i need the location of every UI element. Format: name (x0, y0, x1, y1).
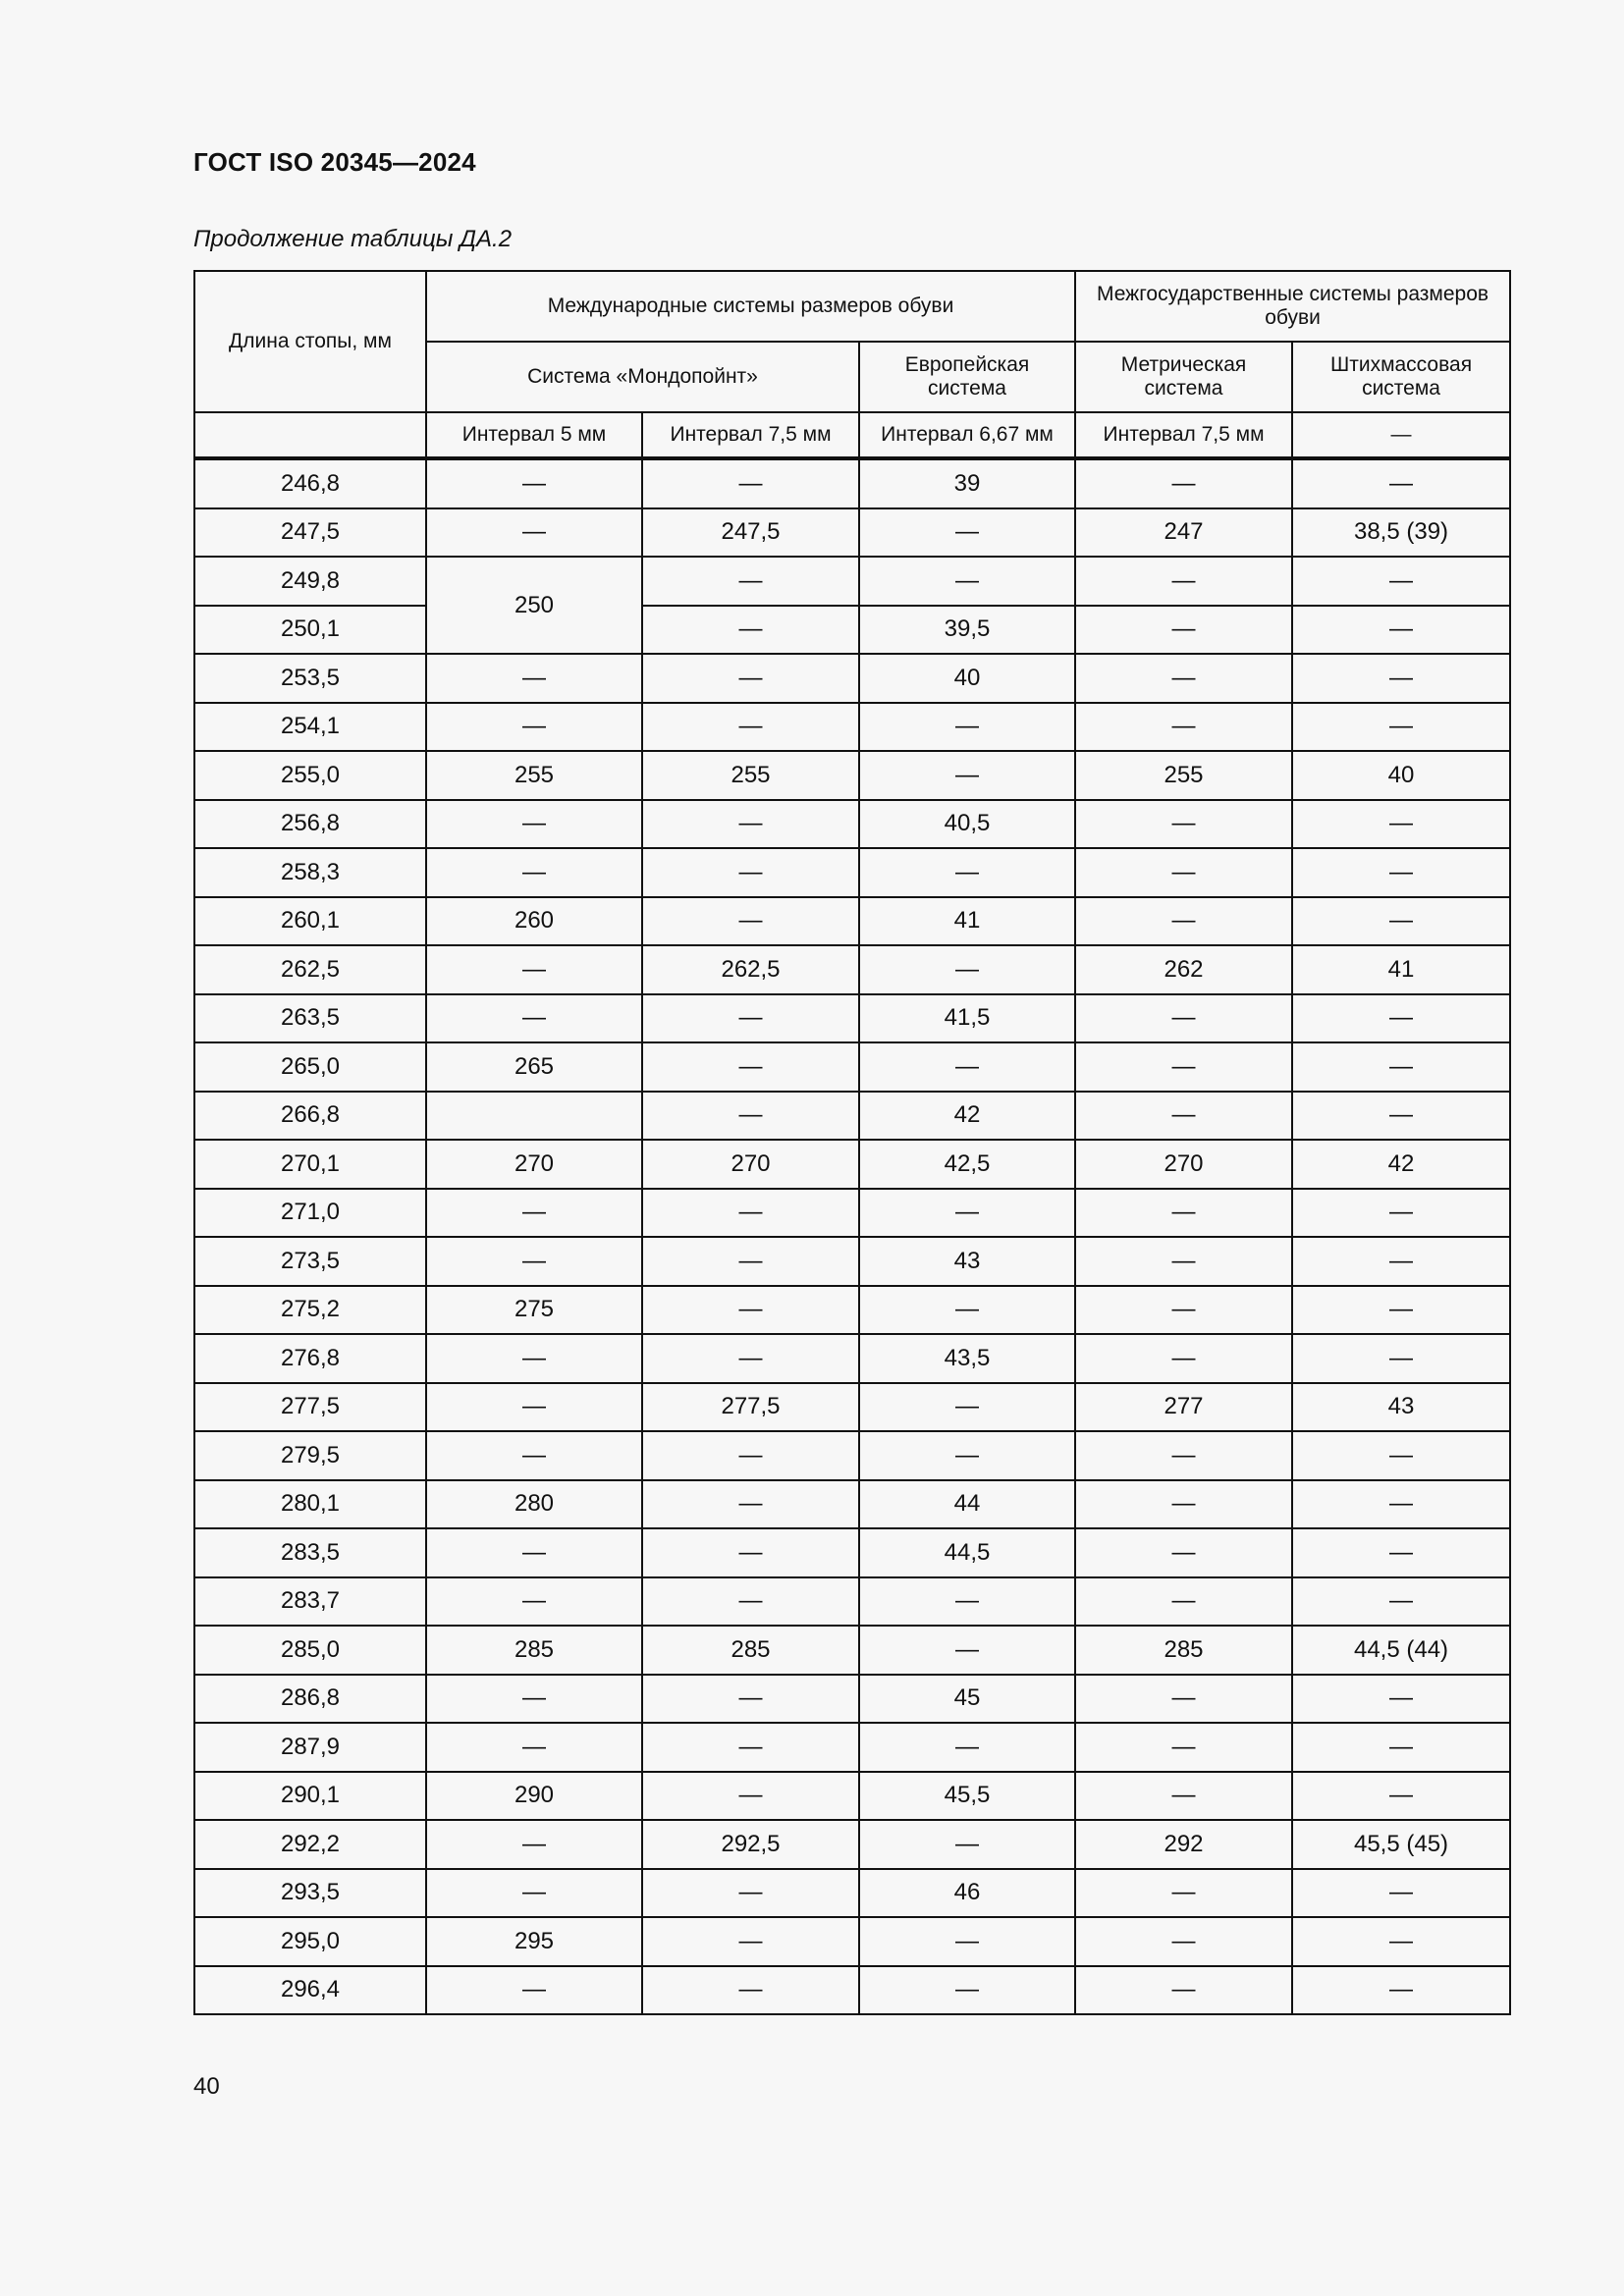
header-interstate-systems: Межгосударственные системы размеров обуви (1075, 271, 1510, 342)
size-cell: — (1292, 1917, 1510, 1966)
table-row (194, 1092, 1510, 1141)
size-cell: 45 (859, 1675, 1075, 1724)
size-cell: — (859, 1042, 1075, 1092)
size-cell: — (859, 1917, 1075, 1966)
size-cell: — (426, 994, 642, 1043)
size-cell: — (426, 800, 642, 849)
size-cell: 262 (1075, 945, 1292, 994)
size-cell: — (859, 751, 1075, 800)
header-mondopoint: Система «Мондопойнт» (426, 342, 859, 412)
size-cell: — (642, 1480, 859, 1529)
size-cell: — (1075, 1286, 1292, 1335)
size-cell: — (859, 1723, 1075, 1772)
table-row (194, 1966, 1510, 2015)
size-cell: 43 (859, 1237, 1075, 1286)
foot-length-cell: 279,5 (194, 1431, 426, 1480)
foot-length-cell: 253,5 (194, 654, 426, 703)
size-cell: — (642, 1528, 859, 1577)
size-cell: 45,5 (859, 1772, 1075, 1821)
size-cell: 290 (426, 1772, 642, 1821)
foot-length-cell: 254,1 (194, 703, 426, 752)
foot-length-cell: 283,5 (194, 1528, 426, 1577)
size-cell: 260 (426, 897, 642, 946)
table-row (194, 1869, 1510, 1918)
size-cell: 40,5 (859, 800, 1075, 849)
size-cell: 39,5 (859, 606, 1075, 655)
size-cell: — (1292, 654, 1510, 703)
size-cell: — (1292, 1042, 1510, 1092)
size-cell: — (426, 848, 642, 897)
foot-length-cell: 290,1 (194, 1772, 426, 1821)
table-row (194, 945, 1510, 994)
size-cell: — (1075, 1480, 1292, 1529)
size-cell: 46 (859, 1869, 1075, 1918)
size-cell: — (426, 1431, 642, 1480)
size-cell: — (1075, 848, 1292, 897)
size-cell: — (1292, 1237, 1510, 1286)
size-cell: — (1292, 1092, 1510, 1141)
size-cell: 255 (1075, 751, 1292, 800)
size-cell: — (859, 703, 1075, 752)
table-body (194, 458, 1510, 2014)
size-cell: — (426, 458, 642, 508)
size-cell: — (1292, 1966, 1510, 2015)
size-cell: — (1075, 1917, 1292, 1966)
size-cell: — (1075, 606, 1292, 655)
size-cell: — (1075, 897, 1292, 946)
size-cell: 292 (1075, 1820, 1292, 1869)
table-row (194, 1528, 1510, 1577)
foot-length-cell: 273,5 (194, 1237, 426, 1286)
size-cell: — (859, 1383, 1075, 1432)
size-cell: — (1292, 994, 1510, 1043)
foot-length-cell: 270,1 (194, 1140, 426, 1189)
size-cell: 277,5 (642, 1383, 859, 1432)
size-cell: — (1292, 848, 1510, 897)
table-caption: Продолжение таблицы ДА.2 (193, 226, 513, 252)
size-cell: — (1292, 1431, 1510, 1480)
size-cell: 44,5 (44) (1292, 1626, 1510, 1675)
table-row (194, 557, 1510, 606)
size-cell: — (642, 1772, 859, 1821)
size-cell: — (426, 1820, 642, 1869)
size-cell: — (1075, 1528, 1292, 1577)
size-cell: — (426, 703, 642, 752)
size-cell: — (426, 945, 642, 994)
size-cell: 43,5 (859, 1334, 1075, 1383)
size-cell: — (859, 1189, 1075, 1238)
size-cell: — (1292, 1772, 1510, 1821)
size-cell: — (859, 1286, 1075, 1335)
foot-length-cell: 249,8 (194, 557, 426, 606)
size-cell: — (642, 1966, 859, 2015)
foot-length-cell: 260,1 (194, 897, 426, 946)
foot-length-cell: 256,8 (194, 800, 426, 849)
table-row (194, 1577, 1510, 1627)
size-cell: 38,5 (39) (1292, 508, 1510, 558)
size-cell: — (1292, 1334, 1510, 1383)
size-cell: — (1075, 800, 1292, 849)
size-cell: — (642, 1286, 859, 1335)
size-cell: — (859, 1431, 1075, 1480)
size-cell: — (642, 557, 859, 606)
size-cell: 247 (1075, 508, 1292, 558)
size-cell: — (642, 848, 859, 897)
size-cell: — (1292, 1675, 1510, 1724)
table-row (194, 1626, 1510, 1675)
table-row (194, 800, 1510, 849)
size-cell: — (859, 848, 1075, 897)
size-cell: — (1292, 1577, 1510, 1627)
size-cell: — (1292, 1480, 1510, 1529)
size-cell: 255 (642, 751, 859, 800)
table-row (194, 458, 1510, 508)
size-cell: — (859, 1820, 1075, 1869)
size-cell: — (1292, 1869, 1510, 1918)
size-cell: — (1292, 703, 1510, 752)
foot-length-cell: 255,0 (194, 751, 426, 800)
size-cell: — (642, 897, 859, 946)
size-cell: — (426, 1383, 642, 1432)
size-cell: — (426, 1528, 642, 1577)
header-european: Европейская система (859, 342, 1075, 412)
size-cell: — (859, 945, 1075, 994)
size-cell: — (426, 1723, 642, 1772)
foot-length-cell: 293,5 (194, 1869, 426, 1918)
size-cell: 39 (859, 458, 1075, 508)
header-shtikhmass: Штихмассовая система (1292, 342, 1510, 412)
size-cell: 40 (1292, 751, 1510, 800)
size-cell: 265 (426, 1042, 642, 1092)
table-row (194, 848, 1510, 897)
size-cell: 292,5 (642, 1820, 859, 1869)
size-cell: — (642, 1577, 859, 1627)
table-row (194, 1675, 1510, 1724)
foot-length-cell: 262,5 (194, 945, 426, 994)
size-cell: 250 (426, 557, 642, 654)
size-cell: — (1075, 703, 1292, 752)
size-cell: 262,5 (642, 945, 859, 994)
table-row (194, 897, 1510, 946)
size-cell: 295 (426, 1917, 642, 1966)
foot-length-cell: 277,5 (194, 1383, 426, 1432)
foot-length-cell: 265,0 (194, 1042, 426, 1092)
size-cell: 45,5 (45) (1292, 1820, 1510, 1869)
size-cell: — (426, 1334, 642, 1383)
size-cell: — (642, 994, 859, 1043)
size-cell: 255 (426, 751, 642, 800)
table-row (194, 1480, 1510, 1529)
size-cell: — (642, 800, 859, 849)
size-cell: — (1075, 1966, 1292, 2015)
size-cell: 41,5 (859, 994, 1075, 1043)
size-cell: — (859, 1966, 1075, 2015)
size-cell: — (426, 1966, 642, 2015)
table-row (194, 1772, 1510, 1821)
table-row (194, 1140, 1510, 1189)
size-cell: 270 (642, 1140, 859, 1189)
size-cell: — (426, 1577, 642, 1627)
size-cell: — (642, 1675, 859, 1724)
size-cell: 270 (1075, 1140, 1292, 1189)
size-cell: — (642, 1723, 859, 1772)
header-metric: Метрическая система (1075, 342, 1292, 412)
foot-length-cell: 280,1 (194, 1480, 426, 1529)
header-metric-interval-7-5: Интервал 7,5 мм (1075, 412, 1292, 458)
size-cell: — (642, 1917, 859, 1966)
size-cell: — (1075, 1772, 1292, 1821)
size-cell: — (426, 1869, 642, 1918)
size-cell: — (642, 1869, 859, 1918)
foot-length-cell: 286,8 (194, 1675, 426, 1724)
foot-length-cell: 276,8 (194, 1334, 426, 1383)
foot-length-cell: 292,2 (194, 1820, 426, 1869)
size-cell: — (1075, 1675, 1292, 1724)
table-row (194, 1820, 1510, 1869)
size-cell: — (1075, 654, 1292, 703)
header-interval-7-5: Интервал 7,5 мм (642, 412, 859, 458)
table-row (194, 1917, 1510, 1966)
table-row (194, 654, 1510, 703)
size-cell: — (1075, 1723, 1292, 1772)
size-cell: — (1075, 1189, 1292, 1238)
size-cell: — (859, 557, 1075, 606)
foot-length-cell: 250,1 (194, 606, 426, 655)
page-number: 40 (193, 2073, 220, 2100)
size-cell: — (642, 606, 859, 655)
header-blank (194, 412, 426, 458)
size-cell: 42 (859, 1092, 1075, 1141)
size-cell: — (1292, 1723, 1510, 1772)
size-cell: — (1075, 1869, 1292, 1918)
size-cell: — (1292, 897, 1510, 946)
size-cell: — (642, 1334, 859, 1383)
table-row (194, 508, 1510, 558)
size-cell: 44 (859, 1480, 1075, 1529)
size-cell: — (1292, 1528, 1510, 1577)
foot-length-cell: 295,0 (194, 1917, 426, 1966)
size-cell: 285 (642, 1626, 859, 1675)
size-cell: — (1075, 1431, 1292, 1480)
size-cell: — (1075, 1237, 1292, 1286)
size-cell: — (426, 1189, 642, 1238)
table-row (194, 1383, 1510, 1432)
size-cell: — (859, 508, 1075, 558)
header-shtikh-interval: — (1292, 412, 1510, 458)
size-cell: — (642, 1189, 859, 1238)
size-cell: 41 (1292, 945, 1510, 994)
size-cell: 44,5 (859, 1528, 1075, 1577)
foot-length-cell: 283,7 (194, 1577, 426, 1627)
document-title: ГОСТ ISO 20345—2024 (193, 147, 476, 177)
foot-length-cell: 247,5 (194, 508, 426, 558)
size-cell: — (1075, 557, 1292, 606)
size-cell (426, 1092, 642, 1141)
size-cell: — (642, 654, 859, 703)
size-cell: — (642, 1237, 859, 1286)
size-cell: 42 (1292, 1140, 1510, 1189)
header-international-systems: Международные системы размеров обуви (426, 271, 1075, 342)
size-cell: — (1075, 1042, 1292, 1092)
foot-length-cell: 271,0 (194, 1189, 426, 1238)
table-row (194, 606, 1510, 655)
table-row (194, 1042, 1510, 1092)
size-cell: — (1292, 606, 1510, 655)
size-cell: — (1075, 458, 1292, 508)
size-cell: — (1292, 557, 1510, 606)
foot-length-cell: 258,3 (194, 848, 426, 897)
size-cell: — (859, 1626, 1075, 1675)
table-row (194, 1237, 1510, 1286)
size-cell: — (426, 1237, 642, 1286)
size-cell: — (426, 1675, 642, 1724)
header-interval-6-67: Интервал 6,67 мм (859, 412, 1075, 458)
foot-length-cell: 246,8 (194, 458, 426, 508)
size-cell: — (1292, 1286, 1510, 1335)
table-row (194, 1431, 1510, 1480)
size-cell: — (642, 1092, 859, 1141)
size-cell: — (1292, 458, 1510, 508)
foot-length-cell: 263,5 (194, 994, 426, 1043)
size-cell: 277 (1075, 1383, 1292, 1432)
header-interval-5: Интервал 5 мм (426, 412, 642, 458)
size-cell: — (1075, 1092, 1292, 1141)
size-cell: — (1292, 1189, 1510, 1238)
size-cell: — (426, 654, 642, 703)
size-cell: — (642, 1042, 859, 1092)
size-cell: 285 (426, 1626, 642, 1675)
table-row (194, 703, 1510, 752)
shoe-size-table (193, 270, 1511, 2015)
size-cell: 247,5 (642, 508, 859, 558)
foot-length-cell: 296,4 (194, 1966, 426, 2015)
table-row (194, 1286, 1510, 1335)
size-cell: — (1075, 1577, 1292, 1627)
size-cell: 275 (426, 1286, 642, 1335)
size-cell: 270 (426, 1140, 642, 1189)
size-cell: 285 (1075, 1626, 1292, 1675)
size-cell: 40 (859, 654, 1075, 703)
size-cell: 42,5 (859, 1140, 1075, 1189)
foot-length-cell: 285,0 (194, 1626, 426, 1675)
table-row (194, 751, 1510, 800)
size-cell: 43 (1292, 1383, 1510, 1432)
foot-length-cell: 266,8 (194, 1092, 426, 1141)
size-cell: — (1075, 994, 1292, 1043)
table-row (194, 1189, 1510, 1238)
header-foot-length: Длина стопы, мм (194, 271, 426, 412)
size-cell: 280 (426, 1480, 642, 1529)
size-cell: — (642, 1431, 859, 1480)
size-cell: 41 (859, 897, 1075, 946)
size-cell: — (642, 458, 859, 508)
size-cell: — (426, 508, 642, 558)
table-row (194, 1334, 1510, 1383)
table-row (194, 994, 1510, 1043)
foot-length-cell: 275,2 (194, 1286, 426, 1335)
size-cell: — (642, 703, 859, 752)
size-cell: — (859, 1577, 1075, 1627)
size-cell: — (1292, 800, 1510, 849)
foot-length-cell: 287,9 (194, 1723, 426, 1772)
table-row (194, 1723, 1510, 1772)
size-cell: — (1075, 1334, 1292, 1383)
